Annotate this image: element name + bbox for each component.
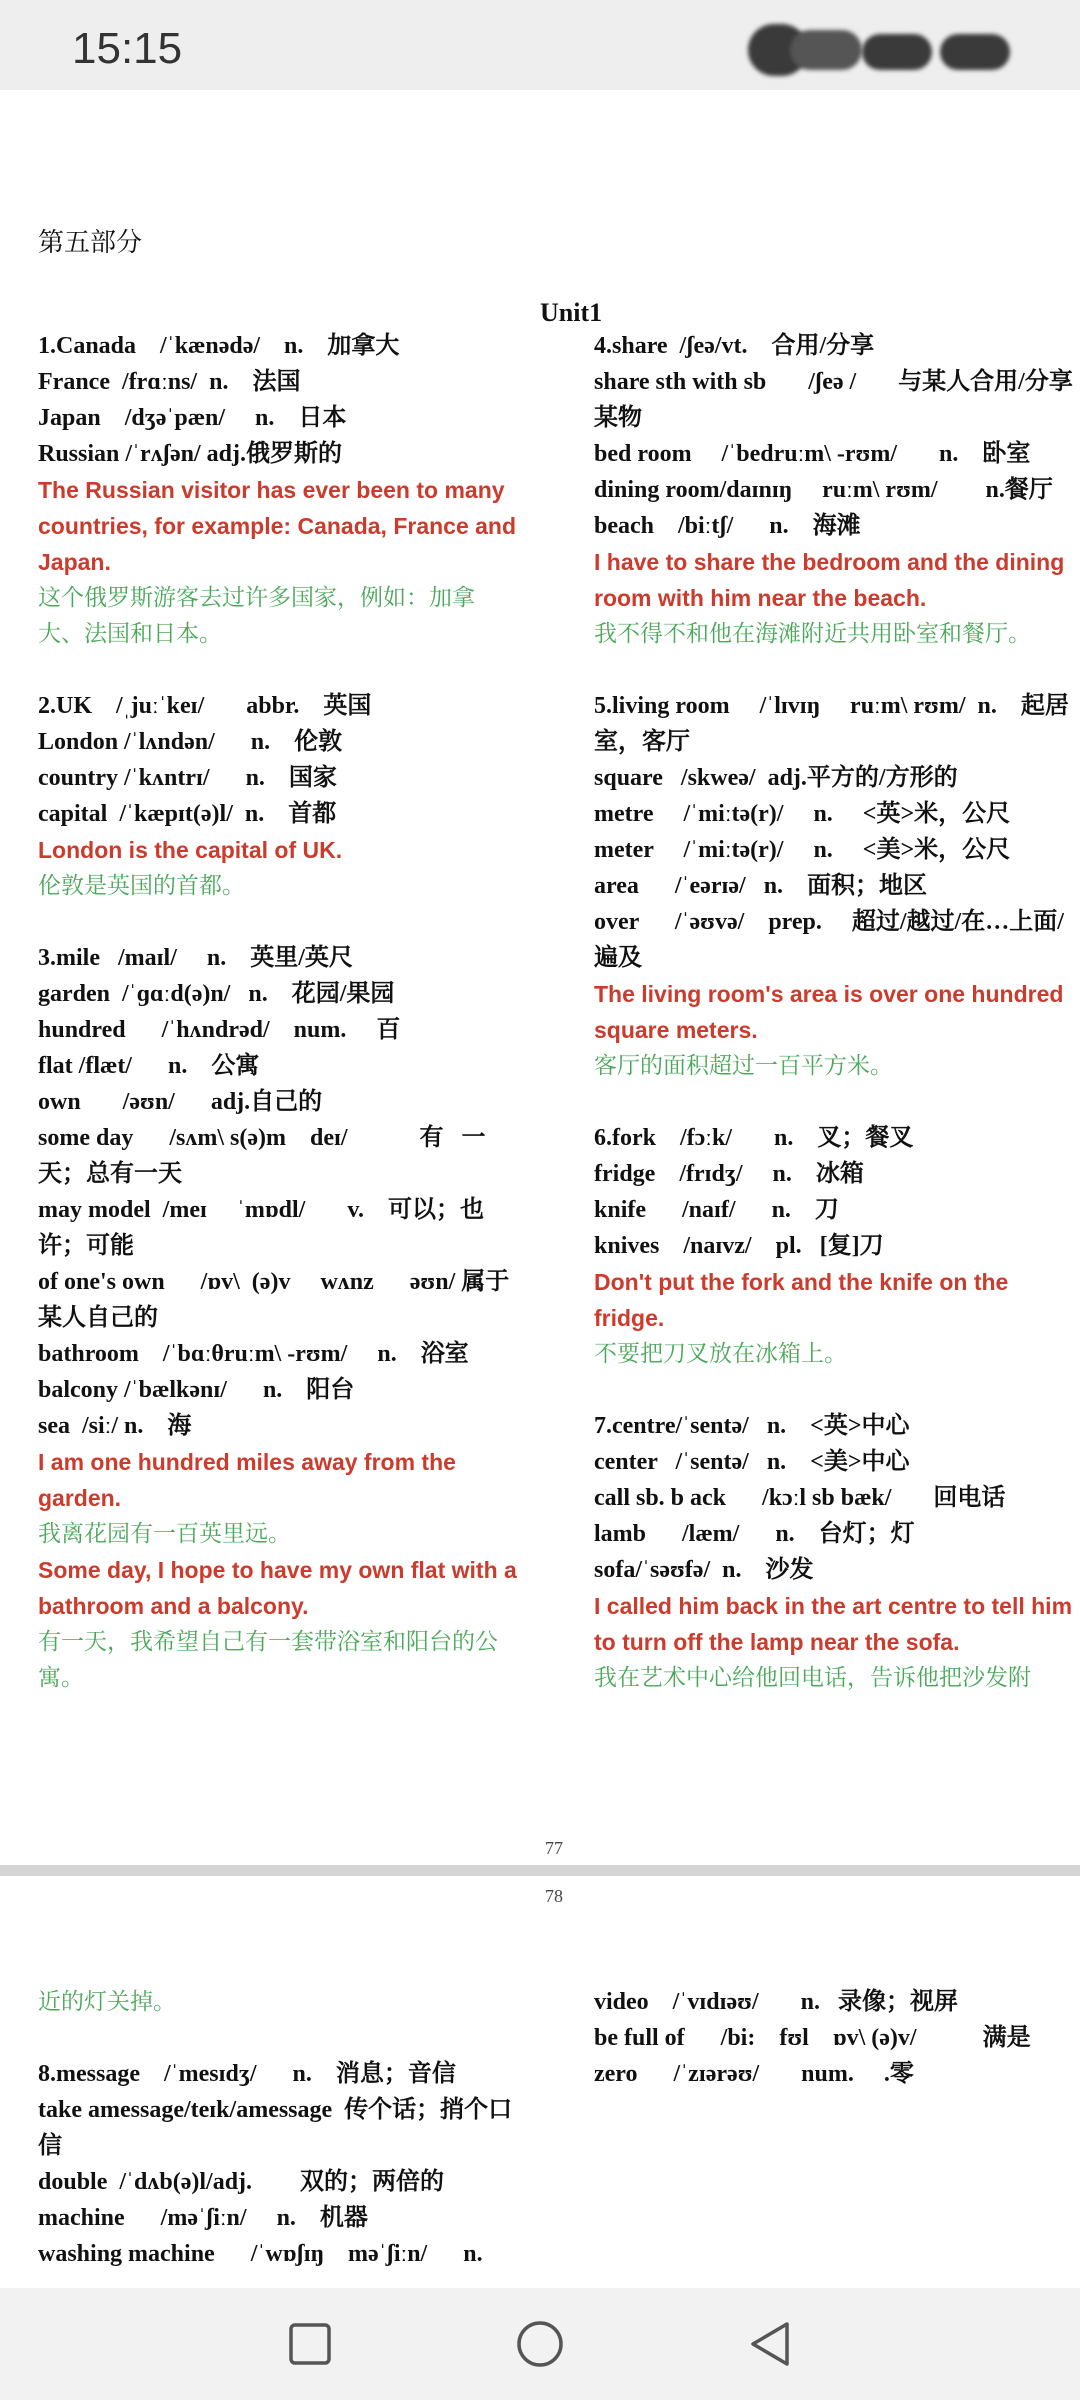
page-number: 77 [545, 1838, 563, 1858]
right-column [594, 1984, 1074, 2092]
vocab-entry: knife /naɪf/ n. 刀 [594, 1197, 839, 1223]
status-icons-obscured [940, 34, 1010, 70]
example-translation: 近的灯关掉。 [38, 1989, 176, 2015]
vocab-entry: Japan /dʒəˈpæn/ n. 日本 [38, 405, 347, 431]
recent-apps-icon [288, 2322, 332, 2366]
spacer [594, 1372, 1074, 1408]
vocab-entry: some day /sʌm\ s(ə)m deɪ/ 有 一天；总有一天 [38, 1125, 486, 1187]
vocab-entry: share sth with sb /ʃeə / 与某人合用/分享某物 [594, 369, 1073, 431]
vocab-entry: 2.UK /ˌjuːˈkeɪ/ abbr. 英国 [38, 693, 372, 719]
example-sentence: The living room's area is over one hundred square meters. [594, 981, 1070, 1043]
example-translation: 我在艺术中心给他回电话，告诉他把沙发附 [594, 1665, 1031, 1691]
vocab-entry: country /ˈkʌntrɪ/ n. 国家 [38, 765, 337, 791]
example-sentence: I am one hundred miles away from the garden. [38, 1449, 463, 1511]
vocab-entry: take amessage/teɪk/amessage 传个话；捎个口信 [38, 2097, 513, 2159]
vocab-entry: beach /biːtʃ/ n. 海滩 [594, 513, 861, 539]
vocab-entry: sofa/ˈsəʊfə/ n. 沙发 [594, 1557, 814, 1583]
example-translation: 有一天，我希望自己有一套带浴室和阳台的公寓。 [38, 1629, 498, 1691]
example-sentence: London is the capital of UK. [38, 837, 343, 863]
example-translation: 我不得不和他在海滩附近共用卧室和餐厅。 [594, 621, 1031, 647]
vocab-entry: lamb /læm/ n. 台灯；灯 [594, 1521, 915, 1547]
back-icon [747, 2320, 793, 2368]
navigation-bar [0, 2288, 1080, 2400]
vocab-entry: dining room/daɪnɪŋ ruːm\ rʊm/ n.餐厅 [594, 477, 1053, 503]
vocab-entry: washing machine /ˈwɒʃɪŋ məˈʃiːn/ n. [38, 2241, 483, 2267]
vocab-entry: over /ˈəʊvə/ prep. 超过/越过/在…上面/遍及 [594, 909, 1064, 971]
vocab-entry: capital /ˈkæpɪt(ə)l/ n. 首都 [38, 801, 337, 827]
section-title: 第五部分 [38, 228, 143, 257]
spacer [594, 652, 1074, 688]
spacer [594, 1084, 1074, 1120]
home-icon [516, 2320, 564, 2368]
example-sentence: The Russian visitor has ever been to many countries, for example: Canada, France and Japan. [38, 477, 523, 575]
document-page-78[interactable] [0, 1876, 1080, 2288]
vocab-entry: video /ˈvɪdɪəʊ/ n. 录像；视屏 [594, 1989, 958, 2015]
vocab-entry: 4.share /ʃeə/vt. 合用/分享 [594, 333, 875, 359]
vocab-entry: fridge /frɪdʒ/ n. 冰箱 [594, 1161, 864, 1187]
back-button[interactable] [742, 2316, 798, 2372]
vocab-entry: flat /flæt/ n. 公寓 [38, 1053, 260, 1079]
example-translation: 这个俄罗斯游客去过许多国家，例如：加拿大、法国和日本。 [38, 585, 475, 647]
vocab-entry: zero /ˈzɪərəʊ/ num. .零 [594, 2061, 914, 2087]
status-icons-obscured [862, 34, 932, 70]
vocab-entry: area /ˈeərɪə/ n. 面积；地区 [594, 873, 928, 899]
example-sentence: I called him back in the art centre to tell him to turn off the lamp near the sofa. [594, 1593, 1079, 1655]
status-icons-obscured [790, 30, 862, 70]
vocab-entry: 6.fork /fɔːk/ n. 叉；餐叉 [594, 1125, 914, 1151]
spacer [38, 2020, 518, 2056]
home-button[interactable] [512, 2316, 568, 2372]
vocab-entry: metre /ˈmiːtə(r)/ n. <英>米，公尺 [594, 801, 1011, 827]
vocab-entry: of one's own /ɒv\ (ə)v wʌnz əʊn/ 属于某人自己的 [38, 1269, 510, 1331]
example-translation: 不要把刀叉放在冰箱上。 [594, 1341, 847, 1367]
recent-apps-button[interactable] [282, 2316, 338, 2372]
vocab-entry: London /ˈlʌndən/ n. 伦敦 [38, 729, 343, 755]
left-column [38, 328, 524, 1696]
vocab-entry: 3.mile /maɪl/ n. 英里/英尺 [38, 945, 353, 971]
vocab-entry: machine /məˈʃiːn/ n. 机器 [38, 2205, 368, 2231]
vocab-entry: meter /ˈmiːtə(r)/ n. <美>米，公尺 [594, 837, 1011, 863]
spacer [38, 652, 518, 688]
unit-title: Unit1 [540, 298, 603, 327]
example-sentence: I have to share the bedroom and the dining room with him near the beach. [594, 549, 1071, 611]
vocab-entry: knives /naɪvz/ pl. [复]刀 [594, 1233, 884, 1259]
vocab-entry: center /ˈsentə/ n. <美>中心 [594, 1449, 910, 1475]
vocab-entry: may model /meɪ ˈmɒdl/ v. 可以；也许；可能 [38, 1197, 485, 1259]
right-column [594, 328, 1079, 1696]
example-sentence: Don't put the fork and the knife on the fridge. [594, 1269, 1015, 1331]
vocab-entry: bed room /ˈbedruːm\ -rʊm/ n. 卧室 [594, 441, 1031, 467]
page-number: 78 [545, 1886, 563, 1906]
vocab-entry: France /frɑːns/ n. 法国 [38, 369, 301, 395]
vocab-entry: be full of /bi: fʊl ɒv\ (ə)v/ 满是 [594, 2025, 1031, 2051]
vocab-entry: own /əʊn/ adj.自己的 [38, 1089, 323, 1115]
page-divider [0, 1865, 1080, 1876]
spacer [38, 904, 518, 940]
vocab-entry: double /ˈdʌb(ə)l/adj. 双的；两倍的 [38, 2169, 445, 2195]
vocab-entry: sea /siː/ n. 海 [38, 1413, 192, 1439]
vocab-entry: call sb. b ack /kɔːl sb bæk/ 回电话 [594, 1485, 1006, 1511]
status-time: 15:15 [72, 24, 183, 73]
left-column [38, 1984, 518, 2272]
vocab-entry: Russian /ˈrʌʃən/ adj.俄罗斯的 [38, 441, 342, 467]
example-sentence: Some day, I hope to have my own flat with a bathroom and a balcony. [38, 1557, 524, 1619]
document-page-77[interactable] [0, 90, 1080, 1865]
vocab-entry: bathroom /ˈbɑːθruːm\ -rʊm/ n. 浴室 [38, 1341, 469, 1367]
vocab-entry: 8.message /ˈmesɪdʒ/ n. 消息；音信 [38, 2061, 456, 2087]
example-translation: 我离花园有一百英里远。 [38, 1521, 291, 1547]
example-translation: 伦敦是英国的首都。 [38, 873, 245, 899]
vocab-entry: 7.centre/ˈsentə/ n. <英>中心 [594, 1413, 910, 1439]
example-translation: 客厅的面积超过一百平方米。 [594, 1053, 893, 1079]
status-bar [0, 0, 1080, 90]
vocab-entry: balcony /ˈbælkənɪ/ n. 阳台 [38, 1377, 355, 1403]
vocab-entry: hundred /ˈhʌndrəd/ num. 百 [38, 1017, 401, 1043]
vocab-entry: garden /ˈɡɑːd(ə)n/ n. 花园/果园 [38, 981, 395, 1007]
vocab-entry: 1.Canada /ˈkænədə/ n. 加拿大 [38, 333, 400, 359]
vocab-entry: square /skweə/ adj.平方的/方形的 [594, 765, 958, 791]
vocab-entry: 5.living room /ˈlɪvɪŋ ruːm\ rʊm/ n. 起居室，客厅 [594, 693, 1069, 755]
